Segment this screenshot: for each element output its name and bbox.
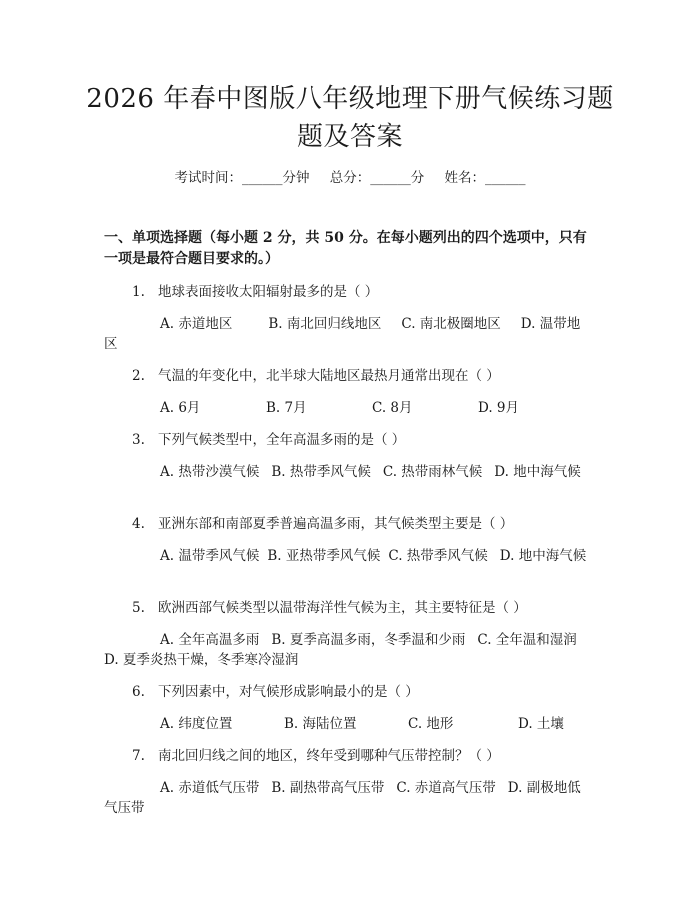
option-c: C. 热带季风气候 bbox=[388, 548, 488, 564]
option-b: B. 热带季风气候 bbox=[271, 464, 371, 480]
exam-score-field: 总分：______分 bbox=[329, 170, 425, 186]
option-d: D. 9月 bbox=[478, 400, 520, 416]
option-b: B. 亚热带季风气候 bbox=[267, 548, 381, 564]
option-b: B. 海陆位置 bbox=[284, 716, 357, 732]
option-c: C. 地形 bbox=[408, 716, 454, 732]
option-d: D. 地中海气候 bbox=[494, 464, 581, 480]
question-3 bbox=[132, 430, 592, 450]
question-7-options bbox=[104, 778, 592, 818]
option-d: D. 温带地区 bbox=[104, 316, 581, 352]
question-number: 2. bbox=[132, 368, 145, 384]
question-number: 3. bbox=[132, 432, 145, 448]
question-text: 下列气候类型中，全年高温多雨的是（ ） bbox=[158, 432, 406, 448]
question-text: 气温的年变化中，北半球大陆地区最热月通常出现在（ ） bbox=[158, 368, 500, 384]
question-text: 欧洲西部气候类型以温带海洋性气候为主，其主要特征是（ ） bbox=[158, 600, 527, 616]
option-c: C. 8月 bbox=[372, 400, 413, 416]
question-7 bbox=[132, 746, 592, 766]
question-1 bbox=[132, 282, 592, 302]
question-text: 南北回归线之间的地区，终年受到哪种气压带控制？（ ） bbox=[158, 748, 500, 764]
option-b: B. 7月 bbox=[266, 400, 307, 416]
question-4 bbox=[132, 514, 592, 534]
question-5-options bbox=[104, 630, 592, 670]
question-6-options bbox=[104, 714, 592, 734]
option-a: A. 纬度位置 bbox=[160, 716, 233, 732]
option-d: D. 地中海气候 bbox=[499, 548, 587, 564]
question-number: 1. bbox=[132, 284, 145, 300]
option-a: A. 温带季风气候 bbox=[160, 548, 260, 564]
document-title bbox=[80, 80, 620, 156]
title-line-1: 2026 年春中图版八年级地理下册气候练习题 bbox=[86, 84, 614, 114]
option-d: D. 副极地低气压带 bbox=[104, 780, 581, 816]
option-d: D. 夏季炎热干燥，冬季寒冷湿润 bbox=[104, 652, 299, 668]
option-c: C. 赤道高气压带 bbox=[396, 780, 496, 796]
option-a: A. 热带沙漠气候 bbox=[160, 464, 260, 480]
exam-name-field: 姓名：______ bbox=[444, 170, 526, 186]
question-3-options bbox=[104, 462, 592, 482]
title-line-2: 题及答案 bbox=[296, 122, 403, 152]
question-4-options bbox=[104, 546, 592, 566]
section-heading: 一、单项选择题（每小题 2 分，共 50 分。在每小题列出的四个选项中，只有一项是最符合题目要求的。） bbox=[104, 230, 587, 267]
question-5 bbox=[132, 598, 592, 618]
exam-time-field: 考试时间：______分钟 bbox=[174, 170, 310, 186]
option-d: D. 土壤 bbox=[518, 716, 564, 732]
question-number: 4. bbox=[132, 516, 145, 532]
question-text: 下列因素中，对气候形成影响最小的是（ ） bbox=[158, 684, 419, 700]
option-b: B. 南北回归线地区 bbox=[268, 316, 382, 332]
option-c: C. 热带雨林气候 bbox=[382, 464, 483, 480]
option-a: A. 赤道地区 bbox=[160, 316, 233, 332]
question-number: 6. bbox=[132, 684, 145, 700]
option-b: B. 夏季高温多雨，冬季温和少雨 bbox=[271, 632, 466, 648]
question-text: 地球表面接收太阳辐射最多的是（ ） bbox=[158, 284, 379, 300]
question-2-options bbox=[104, 398, 592, 418]
exam-info bbox=[0, 168, 700, 188]
option-a: A. 赤道低气压带 bbox=[160, 780, 260, 796]
option-a: A. 全年高温多雨 bbox=[160, 632, 260, 648]
question-text: 亚洲东部和南部夏季普遍高温多雨，其气候类型主要是（ ） bbox=[158, 516, 514, 532]
question-number: 5. bbox=[132, 600, 145, 616]
option-b: B. 副热带高气压带 bbox=[271, 780, 385, 796]
question-6 bbox=[132, 682, 592, 702]
question-1-options bbox=[104, 314, 592, 354]
option-c: C. 南北极圈地区 bbox=[401, 316, 501, 332]
option-c: C. 全年温和湿润 bbox=[477, 632, 577, 648]
option-a: A. 6月 bbox=[160, 400, 201, 416]
question-2 bbox=[132, 366, 592, 386]
question-number: 7. bbox=[132, 748, 145, 764]
